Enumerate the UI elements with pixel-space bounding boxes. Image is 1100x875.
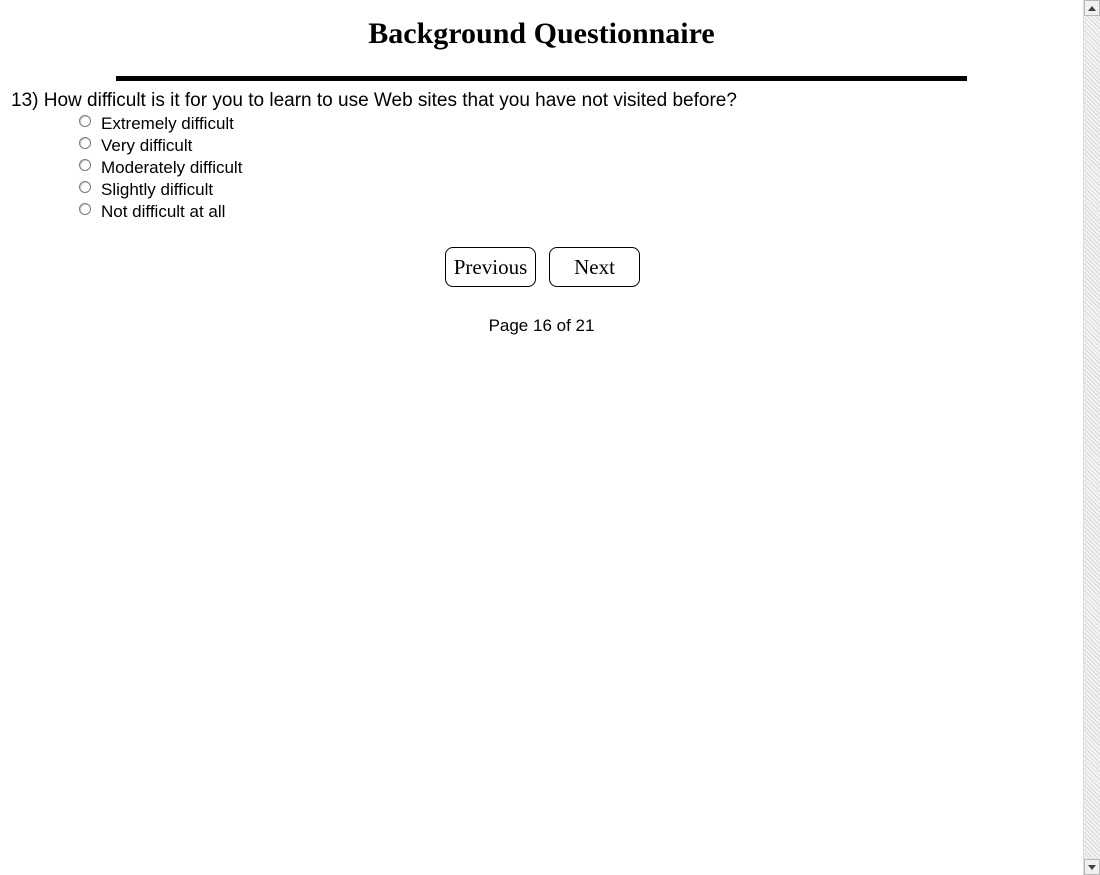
radio-button[interactable]: [79, 137, 91, 149]
option-not-difficult-at-all[interactable]: [78, 201, 242, 223]
option-slightly-difficult[interactable]: [78, 179, 242, 201]
navigation-buttons: [445, 247, 640, 287]
answer-options: [78, 113, 242, 223]
page-indicator: Page 16 of 21: [488, 316, 595, 335]
arrow-down-icon[interactable]: [1084, 859, 1100, 875]
page-title: Background Questionnaire: [368, 17, 715, 50]
option-label: Extremely difficult: [101, 114, 234, 133]
previous-button[interactable]: Previous: [445, 247, 536, 287]
next-button[interactable]: Next: [549, 247, 640, 287]
option-label: Not difficult at all: [101, 202, 226, 221]
vertical-scrollbar[interactable]: [1083, 0, 1100, 875]
option-label: Very difficult: [101, 136, 193, 155]
option-label: Slightly difficult: [101, 180, 214, 199]
arrow-up-icon[interactable]: [1084, 0, 1100, 16]
radio-button[interactable]: [79, 115, 91, 127]
option-very-difficult[interactable]: [78, 135, 242, 157]
radio-button[interactable]: [79, 181, 91, 193]
option-moderately-difficult[interactable]: [78, 157, 242, 179]
question-text: 13) How difficult is it for you to learn to use Web sites that you have not visited before?: [11, 90, 737, 111]
option-label: Moderately difficult: [101, 158, 243, 177]
radio-button[interactable]: [79, 203, 91, 215]
horizontal-rule: [116, 76, 967, 81]
radio-button[interactable]: [79, 159, 91, 171]
option-extremely-difficult[interactable]: [78, 113, 242, 135]
